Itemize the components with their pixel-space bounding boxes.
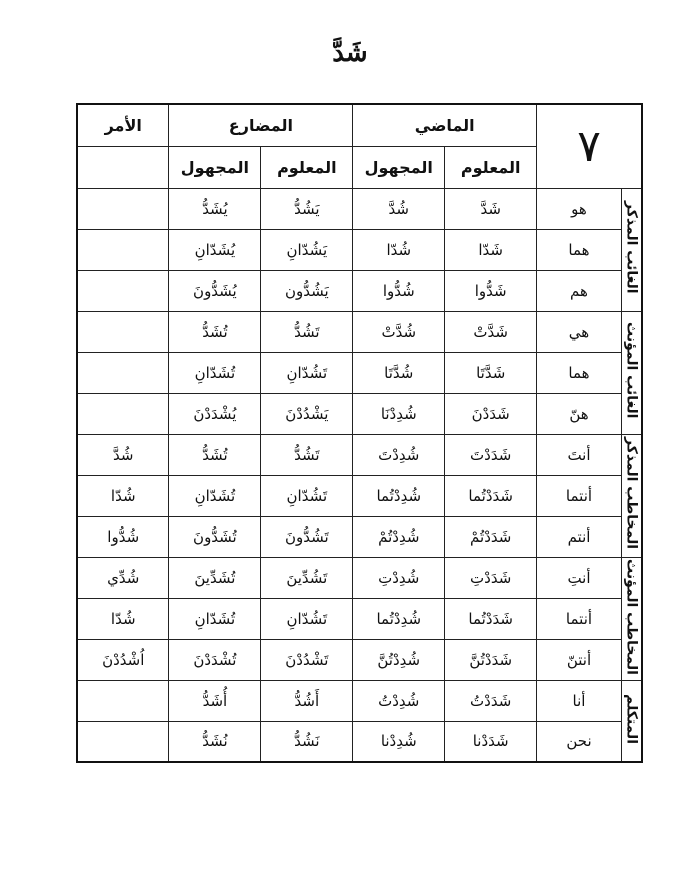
amr-cell: [77, 352, 169, 393]
madi-maloom-cell: شَدَدْتُنَّ: [445, 639, 537, 680]
mudari-majhool-cell: تُشَدُّونَ: [169, 516, 261, 557]
table-row: [77, 188, 642, 229]
amr-cell: شُدّا: [77, 598, 169, 639]
madi-majhool-cell: شُدَّ: [353, 188, 445, 229]
table-row: [77, 229, 642, 270]
amr-cell: [77, 229, 169, 270]
amr-cell: شُدَّ: [77, 434, 169, 475]
madi-maloom-cell: شَدَّتْ: [445, 311, 537, 352]
mudari-majhool-cell: تُشَدّانِ: [169, 475, 261, 516]
mudari-maloom-cell: نَشُدُّ: [261, 721, 353, 762]
madi-maloom-cell: شَدَدْتُ: [445, 680, 537, 721]
mudari-maloom-cell: أَشُدُّ: [261, 680, 353, 721]
amr-cell: [77, 311, 169, 352]
group-label-cell: [621, 557, 642, 680]
pronoun-cell: أنا: [537, 680, 622, 721]
pronoun-cell: أنتنّ: [537, 639, 622, 680]
madi-majhool-cell: شُدُّوا: [353, 270, 445, 311]
madi-majhool-cell: شُدِدْتِ: [353, 557, 445, 598]
header-mudari: المضارع: [169, 104, 353, 146]
mudari-maloom-cell: تَشُدُّونَ: [261, 516, 353, 557]
mudari-majhool-cell: تُشَدُّ: [169, 434, 261, 475]
mudari-maloom-cell: تَشُدّانِ: [261, 352, 353, 393]
mudari-majhool-cell: تُشْدَدْنَ: [169, 639, 261, 680]
madi-maloom-cell: شَدّا: [445, 229, 537, 270]
group-label-cell: [621, 434, 642, 557]
madi-maloom-cell: شَدُّوا: [445, 270, 537, 311]
madi-maloom-cell: شَدَدْتُمْ: [445, 516, 537, 557]
mudari-majhool-cell: تُشَدِّينَ: [169, 557, 261, 598]
pronoun-cell: هو: [537, 188, 622, 229]
madi-majhool-cell: شُدَّتَا: [353, 352, 445, 393]
madi-majhool-cell: شُدِدْتُما: [353, 475, 445, 516]
amr-cell: شُدِّي: [77, 557, 169, 598]
mudari-majhool-cell: يُشَدّانِ: [169, 229, 261, 270]
page-title: شَدَّ: [332, 38, 368, 68]
mudari-majhool-cell: يُشَدُّونَ: [169, 270, 261, 311]
table-row: [77, 557, 642, 598]
table-row: [77, 434, 642, 475]
madi-maloom-cell: شَدَدْتِ: [445, 557, 537, 598]
table-row: [77, 475, 642, 516]
header-amr-empty: [77, 146, 169, 188]
mudari-maloom-cell: يَشُدُّ: [261, 188, 353, 229]
group-label: المخاطب المؤنث: [623, 558, 640, 675]
amr-cell: [77, 393, 169, 434]
pronoun-cell: أنتَ: [537, 434, 622, 475]
table-row: [77, 639, 642, 680]
table-row: [77, 311, 642, 352]
pronoun-cell: أنتما: [537, 475, 622, 516]
mudari-maloom-cell: تَشُدُّ: [261, 311, 353, 352]
group-label-cell: [621, 680, 642, 762]
mudari-majhool-cell: تُشَدُّ: [169, 311, 261, 352]
madi-maloom-cell: شَدَدْتَ: [445, 434, 537, 475]
table-row: [77, 516, 642, 557]
table-row: [77, 393, 642, 434]
table-row: [77, 598, 642, 639]
madi-majhool-cell: شُدِدْتُ: [353, 680, 445, 721]
mudari-majhool-cell: نُشَدُّ: [169, 721, 261, 762]
pronoun-cell: هما: [537, 352, 622, 393]
mudari-majhool-cell: أُشَدُّ: [169, 680, 261, 721]
header-mudari-majhool: المجهول: [169, 146, 261, 188]
mudari-maloom-cell: يَشْدُدْنَ: [261, 393, 353, 434]
header-madi: الماضي: [353, 104, 537, 146]
amr-cell: شُدُّوا: [77, 516, 169, 557]
madi-maloom-cell: شَدَّ: [445, 188, 537, 229]
header-madi-majhool: المجهول: [353, 146, 445, 188]
madi-maloom-cell: شَدَّتَا: [445, 352, 537, 393]
madi-maloom-cell: شَدَدْنا: [445, 721, 537, 762]
madi-majhool-cell: شُدِدْتُنَّ: [353, 639, 445, 680]
madi-maloom-cell: شَدَدْنَ: [445, 393, 537, 434]
header-amr: الأمر: [77, 104, 169, 146]
table-row: [77, 352, 642, 393]
mudari-maloom-cell: تَشْدُدْنَ: [261, 639, 353, 680]
madi-majhool-cell: شُدّا: [353, 229, 445, 270]
group-label-cell: [621, 311, 642, 434]
chapter-number: ٧: [537, 104, 642, 188]
conjugation-table: [76, 103, 643, 763]
amr-cell: [77, 680, 169, 721]
madi-majhool-cell: شُدِدْتَ: [353, 434, 445, 475]
table-row: [77, 721, 642, 762]
amr-cell: [77, 270, 169, 311]
group-label: المخاطب المذكر: [623, 437, 640, 550]
mudari-maloom-cell: تَشُدّانِ: [261, 475, 353, 516]
header-mudari-maloom: المعلوم: [261, 146, 353, 188]
amr-cell: اُشْدُدْنَ: [77, 639, 169, 680]
mudari-majhool-cell: تُشَدّانِ: [169, 598, 261, 639]
mudari-maloom-cell: تَشُدِّينَ: [261, 557, 353, 598]
pronoun-cell: أنتم: [537, 516, 622, 557]
amr-cell: [77, 188, 169, 229]
group-label: الغائب المذكر: [623, 201, 640, 294]
table-row: [77, 680, 642, 721]
madi-maloom-cell: شَدَدْتُما: [445, 598, 537, 639]
madi-majhool-cell: شُدِدْتُما: [353, 598, 445, 639]
header-madi-maloom: المعلوم: [445, 146, 537, 188]
pronoun-cell: هما: [537, 229, 622, 270]
mudari-maloom-cell: يَشُدّانِ: [261, 229, 353, 270]
amr-cell: شُدّا: [77, 475, 169, 516]
mudari-majhool-cell: يُشْدَدْنَ: [169, 393, 261, 434]
pronoun-cell: نحن: [537, 721, 622, 762]
pronoun-cell: هي: [537, 311, 622, 352]
mudari-maloom-cell: يَشُدُّون: [261, 270, 353, 311]
group-label: الغائب المؤنث: [623, 322, 640, 419]
group-label: المتكلم: [623, 693, 640, 744]
pronoun-cell: أنتِ: [537, 557, 622, 598]
conjugation-body: [77, 188, 642, 762]
madi-maloom-cell: شَدَدْتُما: [445, 475, 537, 516]
madi-majhool-cell: شُدَّتْ: [353, 311, 445, 352]
madi-majhool-cell: شُدِدْنا: [353, 721, 445, 762]
mudari-majhool-cell: تُشَدّانِ: [169, 352, 261, 393]
mudari-majhool-cell: يُشَدُّ: [169, 188, 261, 229]
pronoun-cell: هنّ: [537, 393, 622, 434]
pronoun-cell: أنتما: [537, 598, 622, 639]
mudari-maloom-cell: تَشُدُّ: [261, 434, 353, 475]
table-row: [77, 270, 642, 311]
mudari-maloom-cell: تَشُدّانِ: [261, 598, 353, 639]
group-label-cell: [621, 188, 642, 311]
amr-cell: [77, 721, 169, 762]
pronoun-cell: هم: [537, 270, 622, 311]
madi-majhool-cell: شُدِدْتُمْ: [353, 516, 445, 557]
madi-majhool-cell: شُدِدْنَا: [353, 393, 445, 434]
